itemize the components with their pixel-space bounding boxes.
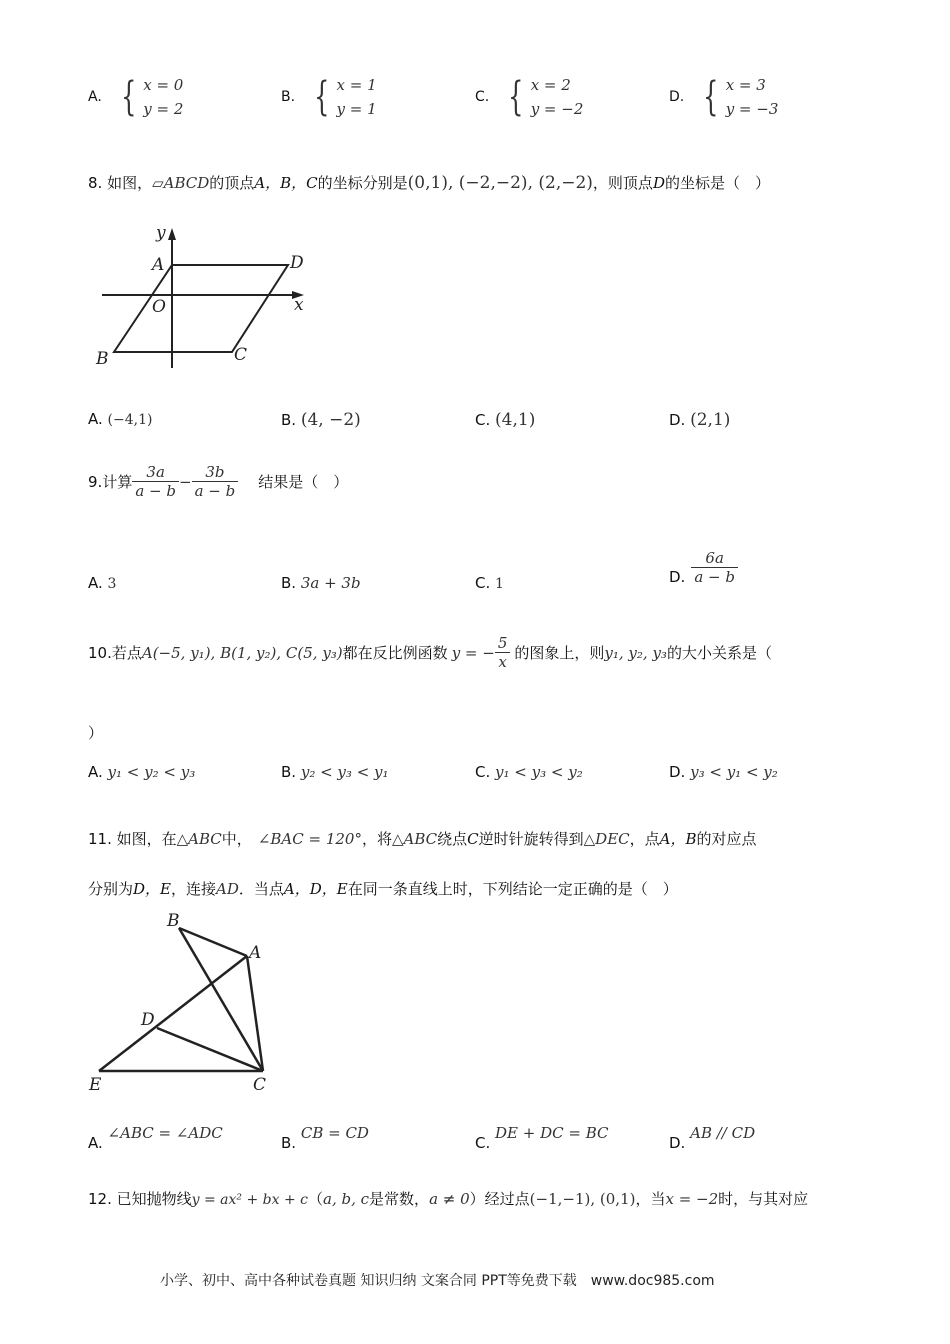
option-label: C. — [475, 411, 491, 429]
stem-text: 的对应点 — [696, 830, 757, 848]
q8-option-c — [475, 410, 535, 430]
q12-stem — [88, 1188, 808, 1209]
brace-icon: { — [314, 74, 330, 120]
option-label: D. — [669, 89, 685, 105]
stem-text: 如图，在 — [116, 830, 177, 848]
option-value: y₁ < y₃ < y₂ — [495, 763, 583, 781]
option-value: y₃ < y₁ < y₂ — [690, 763, 778, 781]
question-number: 11. — [88, 830, 117, 848]
option-label: C. — [475, 763, 491, 781]
stem-text: ）经过点 — [469, 1190, 530, 1208]
vertex-d-label: D — [290, 253, 304, 273]
fraction — [495, 634, 511, 671]
stem-text: 计算 — [102, 473, 133, 491]
triangle-name: △ABC — [391, 830, 438, 848]
option-label: D. — [669, 411, 686, 429]
q11-stem-line2 — [88, 878, 678, 899]
q9-stem — [88, 463, 348, 500]
eq-line: y = 2 — [143, 100, 184, 118]
stem-text: ．当点 — [238, 880, 284, 898]
denominator: a − b — [194, 482, 236, 500]
option-value: y₁ < y₂ < y₃ — [107, 763, 196, 781]
q11-stem-line1 — [88, 828, 757, 849]
segment: AD — [216, 880, 239, 898]
x-value: x = −2 — [665, 1190, 719, 1208]
q7-option-a — [88, 76, 183, 118]
fraction — [192, 463, 239, 500]
triangle-name: △ABC — [176, 830, 222, 848]
option-value: (4, −2) — [300, 410, 361, 430]
brace-icon: { — [120, 74, 137, 120]
denominator: x — [498, 653, 507, 671]
stem-text: 已知抛物线 — [116, 1190, 192, 1208]
option-label: C. — [475, 1134, 491, 1152]
option-label: C. — [475, 89, 490, 105]
option-label: D. — [669, 1134, 686, 1152]
option-value: CB = CD — [300, 1124, 369, 1142]
stem-text: 中， — [221, 830, 252, 848]
option-value: AB // CD — [690, 1124, 756, 1142]
point-d: D — [652, 174, 665, 192]
stem-text: ，连接 — [171, 880, 217, 898]
stem-text: 的坐标分别是 — [317, 174, 408, 192]
stem-text: ，则顶点 — [592, 174, 653, 192]
stem-text: 分别为 — [88, 880, 134, 898]
option-label: B. — [281, 574, 297, 592]
q8-stem — [88, 172, 770, 193]
option-label: C. — [475, 574, 491, 592]
option-value: ∠ABC = ∠ADC — [107, 1124, 223, 1142]
parallelogram-name: ▱ABCD — [152, 174, 210, 192]
q8-option-a — [88, 410, 152, 428]
denominator: a − b — [135, 482, 176, 500]
vertex-b-label: B — [167, 911, 180, 931]
numerator: 6a — [691, 549, 738, 568]
point-c: C — [467, 830, 479, 848]
option-label: B. — [281, 1134, 297, 1152]
parallelogram-figure — [90, 220, 320, 380]
q10-option-a — [88, 763, 195, 781]
brace-icon: { — [508, 74, 524, 120]
points: (−1,−1), (0,1) — [529, 1190, 636, 1208]
stem-text: 都在反比例函数 — [342, 644, 448, 662]
stem-text: ，将 — [361, 830, 392, 848]
option-label: A. — [88, 410, 103, 428]
numerator: 5 — [495, 634, 511, 653]
vertex-c-label: C — [234, 345, 248, 365]
condition: a ≠ 0 — [429, 1190, 470, 1208]
points: A，B — [659, 830, 697, 848]
stem-text: 的图象上，则 — [514, 644, 605, 662]
stem-text: ，当 — [635, 1190, 666, 1208]
triangle-name: △DEC — [583, 830, 630, 848]
fraction — [691, 549, 738, 586]
q9-option-d — [669, 548, 738, 586]
question-number: 12. — [88, 1190, 117, 1208]
angle: ∠BAC = 120° — [257, 830, 362, 848]
stem-text: 的大小关系是（ — [666, 644, 772, 662]
brace-icon: { — [703, 74, 719, 120]
stem-text: 结果是（ ） — [258, 473, 349, 491]
stem-text: 是常数， — [369, 1190, 430, 1208]
option-label: A. — [88, 574, 103, 592]
eq-line: x = 2 — [530, 76, 571, 94]
points: A，D，E — [283, 880, 348, 898]
constants: a, b, c — [323, 1190, 370, 1208]
vertex-d-label: D — [141, 1010, 155, 1030]
vertex-a-label: A — [249, 943, 262, 963]
q11-option-b — [281, 1124, 369, 1152]
eq-line: y = −3 — [725, 100, 779, 118]
points: A，B，C — [254, 174, 318, 192]
points: A(−5, y₁), B(1, y₂), C(5, y₃) — [141, 643, 343, 662]
question-number: 10. — [88, 643, 112, 662]
stem-text: ，点 — [629, 830, 660, 848]
y-values: y₁, y₂, y₃ — [604, 643, 667, 662]
stem-text: 若点 — [111, 644, 142, 662]
q8-option-d — [669, 410, 730, 430]
vertex-c-label: C — [253, 1075, 267, 1095]
option-value: (2,1) — [690, 410, 731, 430]
eq-line: x = 0 — [143, 76, 184, 94]
numerator: 3a — [132, 463, 179, 482]
q8-option-b — [281, 410, 361, 430]
option-label: D. — [669, 763, 686, 781]
denominator: a − b — [694, 567, 735, 586]
question-number: 9. — [88, 472, 103, 491]
q7-option-c — [475, 76, 583, 118]
option-label: D. — [669, 568, 686, 586]
option-label: A. — [88, 763, 103, 781]
q7-option-b — [281, 76, 377, 118]
option-value: 3 — [107, 576, 117, 592]
stem-text: 的坐标是（ ） — [664, 174, 770, 192]
stem-text: 如图， — [107, 174, 153, 192]
q11-option-d — [669, 1124, 756, 1152]
rotation-figure — [85, 908, 285, 1098]
option-value: y₂ < y₃ < y₁ — [300, 763, 389, 781]
eq-line: y = −2 — [530, 100, 584, 118]
stem-text: （ — [308, 1190, 324, 1208]
function-lhs: y = − — [451, 643, 495, 662]
fraction — [132, 463, 179, 500]
eq-line: x = 1 — [336, 76, 377, 94]
q10-close: ） — [88, 724, 104, 742]
q10-option-d — [669, 763, 778, 781]
option-label: B. — [281, 89, 296, 105]
option-label: A. — [88, 1134, 103, 1152]
coordinates: (0,1), (−2,−2), (2,−2) — [407, 173, 593, 193]
q9-option-b — [281, 574, 361, 592]
origin-label: O — [152, 297, 166, 317]
option-label: B. — [281, 763, 297, 781]
vertex-b-label: B — [96, 349, 109, 369]
option-value: (−4,1) — [107, 412, 153, 428]
q10-stem — [88, 634, 772, 671]
page-footer: 小学、初中、高中各种试卷真题 知识归纳 文案合同 PPT等免费下载 www.doc985.com — [160, 1273, 715, 1289]
stem-text: 时，与其对应 — [718, 1190, 809, 1208]
q11-option-c — [475, 1124, 609, 1152]
minus-sign: − — [178, 472, 192, 491]
q9-option-a — [88, 574, 116, 592]
parabola-equation: y = ax² + bx + c — [191, 1192, 308, 1208]
numerator: 3b — [192, 463, 239, 482]
option-value: 3a + 3b — [300, 574, 361, 592]
axis-x-label: x — [294, 295, 304, 315]
axis-y-label: y — [156, 223, 166, 243]
eq-line: y = 1 — [336, 100, 377, 118]
option-value: 1 — [495, 576, 504, 592]
q9-option-c — [475, 574, 504, 592]
stem-text: 在同一条直线上时，下列结论一定正确的是（ ） — [347, 880, 678, 898]
eq-line: x = 3 — [725, 76, 766, 94]
option-label: A. — [88, 89, 102, 105]
option-label: B. — [281, 411, 297, 429]
q10-option-c — [475, 763, 583, 781]
option-value: (4,1) — [495, 410, 536, 430]
q10-option-b — [281, 763, 389, 781]
option-value: DE + DC = BC — [495, 1124, 609, 1142]
q7-option-d — [669, 76, 778, 118]
vertex-e-label: E — [89, 1075, 102, 1095]
points: D，E — [133, 880, 171, 898]
stem-text: 的顶点 — [209, 174, 255, 192]
stem-text: 逆时针旋转得到 — [478, 830, 584, 848]
question-number: 8. — [88, 174, 108, 192]
stem-text: 绕点 — [437, 830, 468, 848]
vertex-a-label: A — [152, 255, 165, 275]
q11-option-a — [88, 1124, 223, 1152]
